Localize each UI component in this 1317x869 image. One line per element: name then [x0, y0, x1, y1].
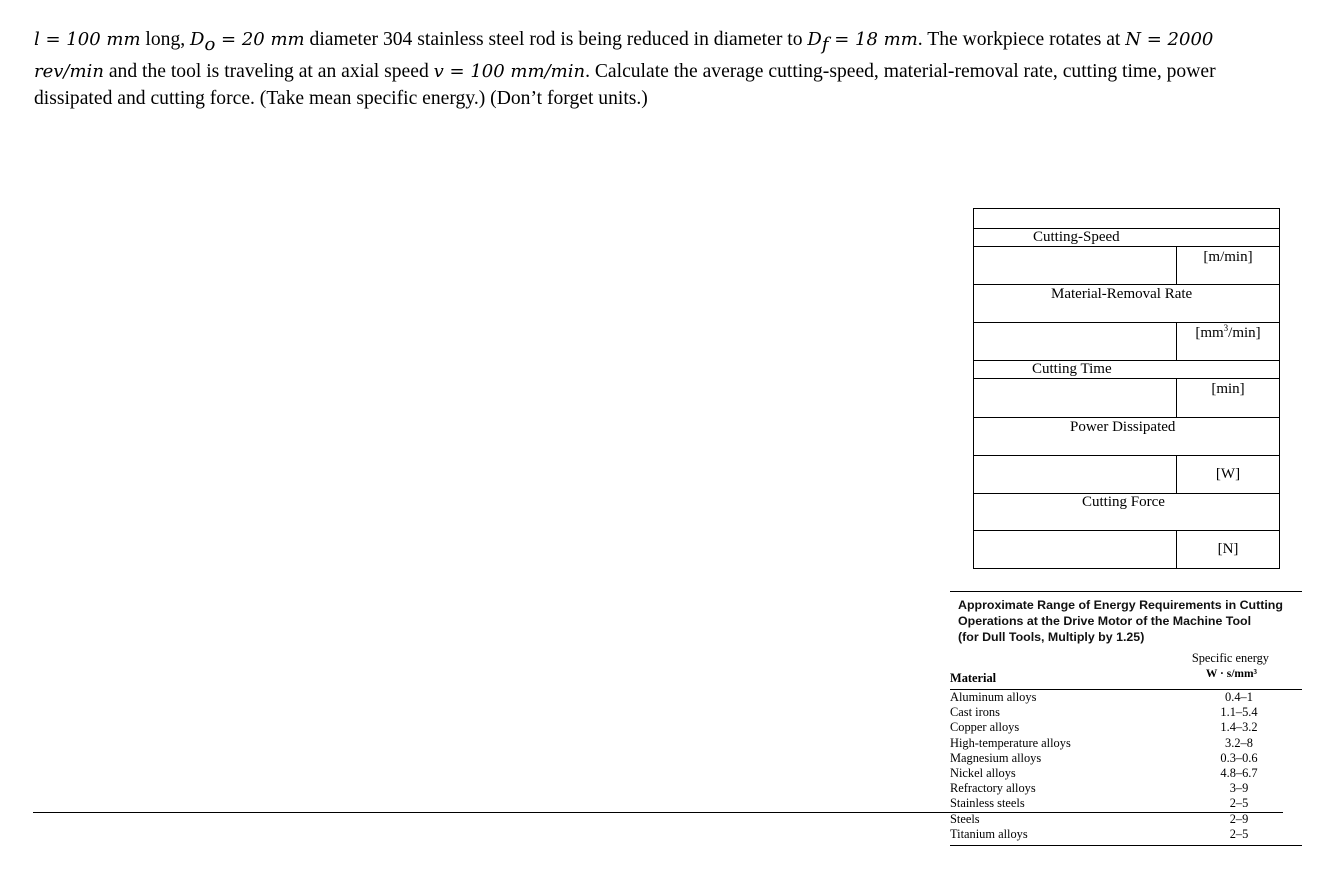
- problem-text-1: long,: [140, 29, 191, 50]
- mrr-unit-sup: 3: [1223, 323, 1229, 333]
- table-row: [950, 736, 1302, 751]
- answer-table-divider: [973, 284, 1279, 285]
- var-v: v: [433, 60, 444, 82]
- power-label: Power Dissipated: [1070, 419, 1176, 435]
- energy-table-header: [950, 649, 1302, 689]
- material-name: Stainless steels: [950, 796, 1025, 811]
- energy-value: 4.8–6.7: [1220, 765, 1258, 780]
- table-row: [950, 766, 1302, 781]
- var-df-sub: f: [821, 33, 829, 55]
- energy-value: 3.2–8: [1225, 735, 1253, 750]
- material-name: Aluminum alloys: [950, 690, 1037, 704]
- var-n: N: [1125, 29, 1142, 50]
- table-row: [950, 796, 1302, 811]
- page-rule: [33, 812, 1283, 813]
- material-column-header: Material: [950, 671, 997, 685]
- energy-table-caption: [950, 592, 1302, 649]
- var-do: D: [190, 29, 205, 50]
- table-row: [950, 812, 1302, 827]
- cutting-speed-label: Cutting-Speed: [1033, 229, 1120, 245]
- power-unit: [W]: [1215, 466, 1241, 482]
- var-l: l: [34, 29, 40, 50]
- material-name: Nickel alloys: [950, 765, 1016, 780]
- problem-text-5: . Calculate the average cutting-speed, material-removal rate, cutting time, power dissipated and cutting force. (Take mean specific energy.) (Don’t forget units.): [34, 60, 1216, 109]
- problem-text-4: and the tool is traveling at an axial speed: [103, 60, 434, 82]
- val-n: = 2000 rev/min: [34, 29, 1214, 82]
- val-v: = 100 mm/min: [443, 60, 586, 82]
- problem-text-2: diameter 304 stainless steel rod is being reduced in diameter to: [304, 29, 808, 50]
- table-row: [950, 705, 1302, 720]
- material-name: Magnesium alloys: [950, 750, 1042, 765]
- var-do-sub: o: [204, 33, 216, 55]
- answer-table-border: [1279, 208, 1280, 569]
- cutting-time-label: Cutting Time: [1032, 361, 1112, 377]
- val-df: = 18 mm: [828, 29, 918, 50]
- energy-caption-line: Approximate Range of Energy Requirements in Cutting: [958, 598, 1283, 612]
- cutting-speed-unit: [m/min]: [1203, 249, 1253, 265]
- answer-table-divider: [973, 417, 1279, 418]
- val-do: = 20 mm: [215, 29, 305, 50]
- table-row: [950, 720, 1302, 735]
- mrr-unit: [1177, 323, 1279, 342]
- answer-table-border: [973, 208, 1279, 209]
- answer-table-divider: [973, 246, 1279, 247]
- cutting-time-unit: [min]: [1211, 381, 1245, 397]
- force-label: Cutting Force: [1082, 494, 1165, 510]
- energy-value: 2–9: [1229, 811, 1249, 826]
- answer-table-divider: [973, 228, 1279, 229]
- energy-table: [950, 591, 1302, 846]
- var-df: D: [807, 29, 822, 50]
- energy-value: 2–5: [1229, 796, 1249, 811]
- problem-statement: [34, 26, 1284, 112]
- energy-value: 3–9: [1229, 781, 1249, 796]
- val-l: = 100 mm: [39, 29, 141, 50]
- energy-value: 0.4–1: [1225, 690, 1253, 704]
- problem-text-3: . The workpiece rotates at: [917, 29, 1126, 50]
- material-name: Copper alloys: [950, 720, 1020, 735]
- mrr-unit-pre: [mm: [1195, 325, 1224, 341]
- table-row: [950, 781, 1302, 796]
- energy-table-bottom-rule: [950, 845, 1302, 846]
- answer-table-divider: [973, 530, 1279, 531]
- material-name: Refractory alloys: [950, 781, 1036, 796]
- table-row: [950, 690, 1302, 705]
- force-unit: [N]: [1217, 541, 1239, 557]
- answer-table-border: [973, 568, 1279, 569]
- energy-caption-line: (for Dull Tools, Multiply by 1.25): [958, 630, 1145, 644]
- specific-energy-column-header: Specific energy: [1191, 651, 1269, 665]
- energy-value: 1.4–3.2: [1220, 720, 1258, 735]
- energy-value: 1.1–5.4: [1220, 705, 1258, 720]
- answer-table-divider: [973, 378, 1279, 379]
- material-name: Steels: [950, 811, 980, 826]
- energy-value: 0.3–0.6: [1220, 750, 1258, 765]
- answer-table-divider: [973, 360, 1279, 361]
- material-name: Cast irons: [950, 705, 1000, 720]
- material-name: High-temperature alloys: [950, 735, 1071, 750]
- table-row: [950, 751, 1302, 766]
- answer-table-divider: [973, 455, 1279, 456]
- mrr-unit-post: /min]: [1228, 325, 1261, 341]
- specific-energy-unit: W · s/mm³: [1205, 668, 1257, 680]
- answer-table-border: [973, 208, 974, 568]
- mrr-label: Material-Removal Rate: [1051, 286, 1193, 302]
- energy-value: 2–5: [1229, 826, 1249, 841]
- answer-table: [973, 208, 1279, 568]
- energy-caption-line: Operations at the Drive Motor of the Machine Tool: [958, 614, 1252, 628]
- material-name: Titanium alloys: [950, 826, 1028, 841]
- table-row: [950, 827, 1302, 842]
